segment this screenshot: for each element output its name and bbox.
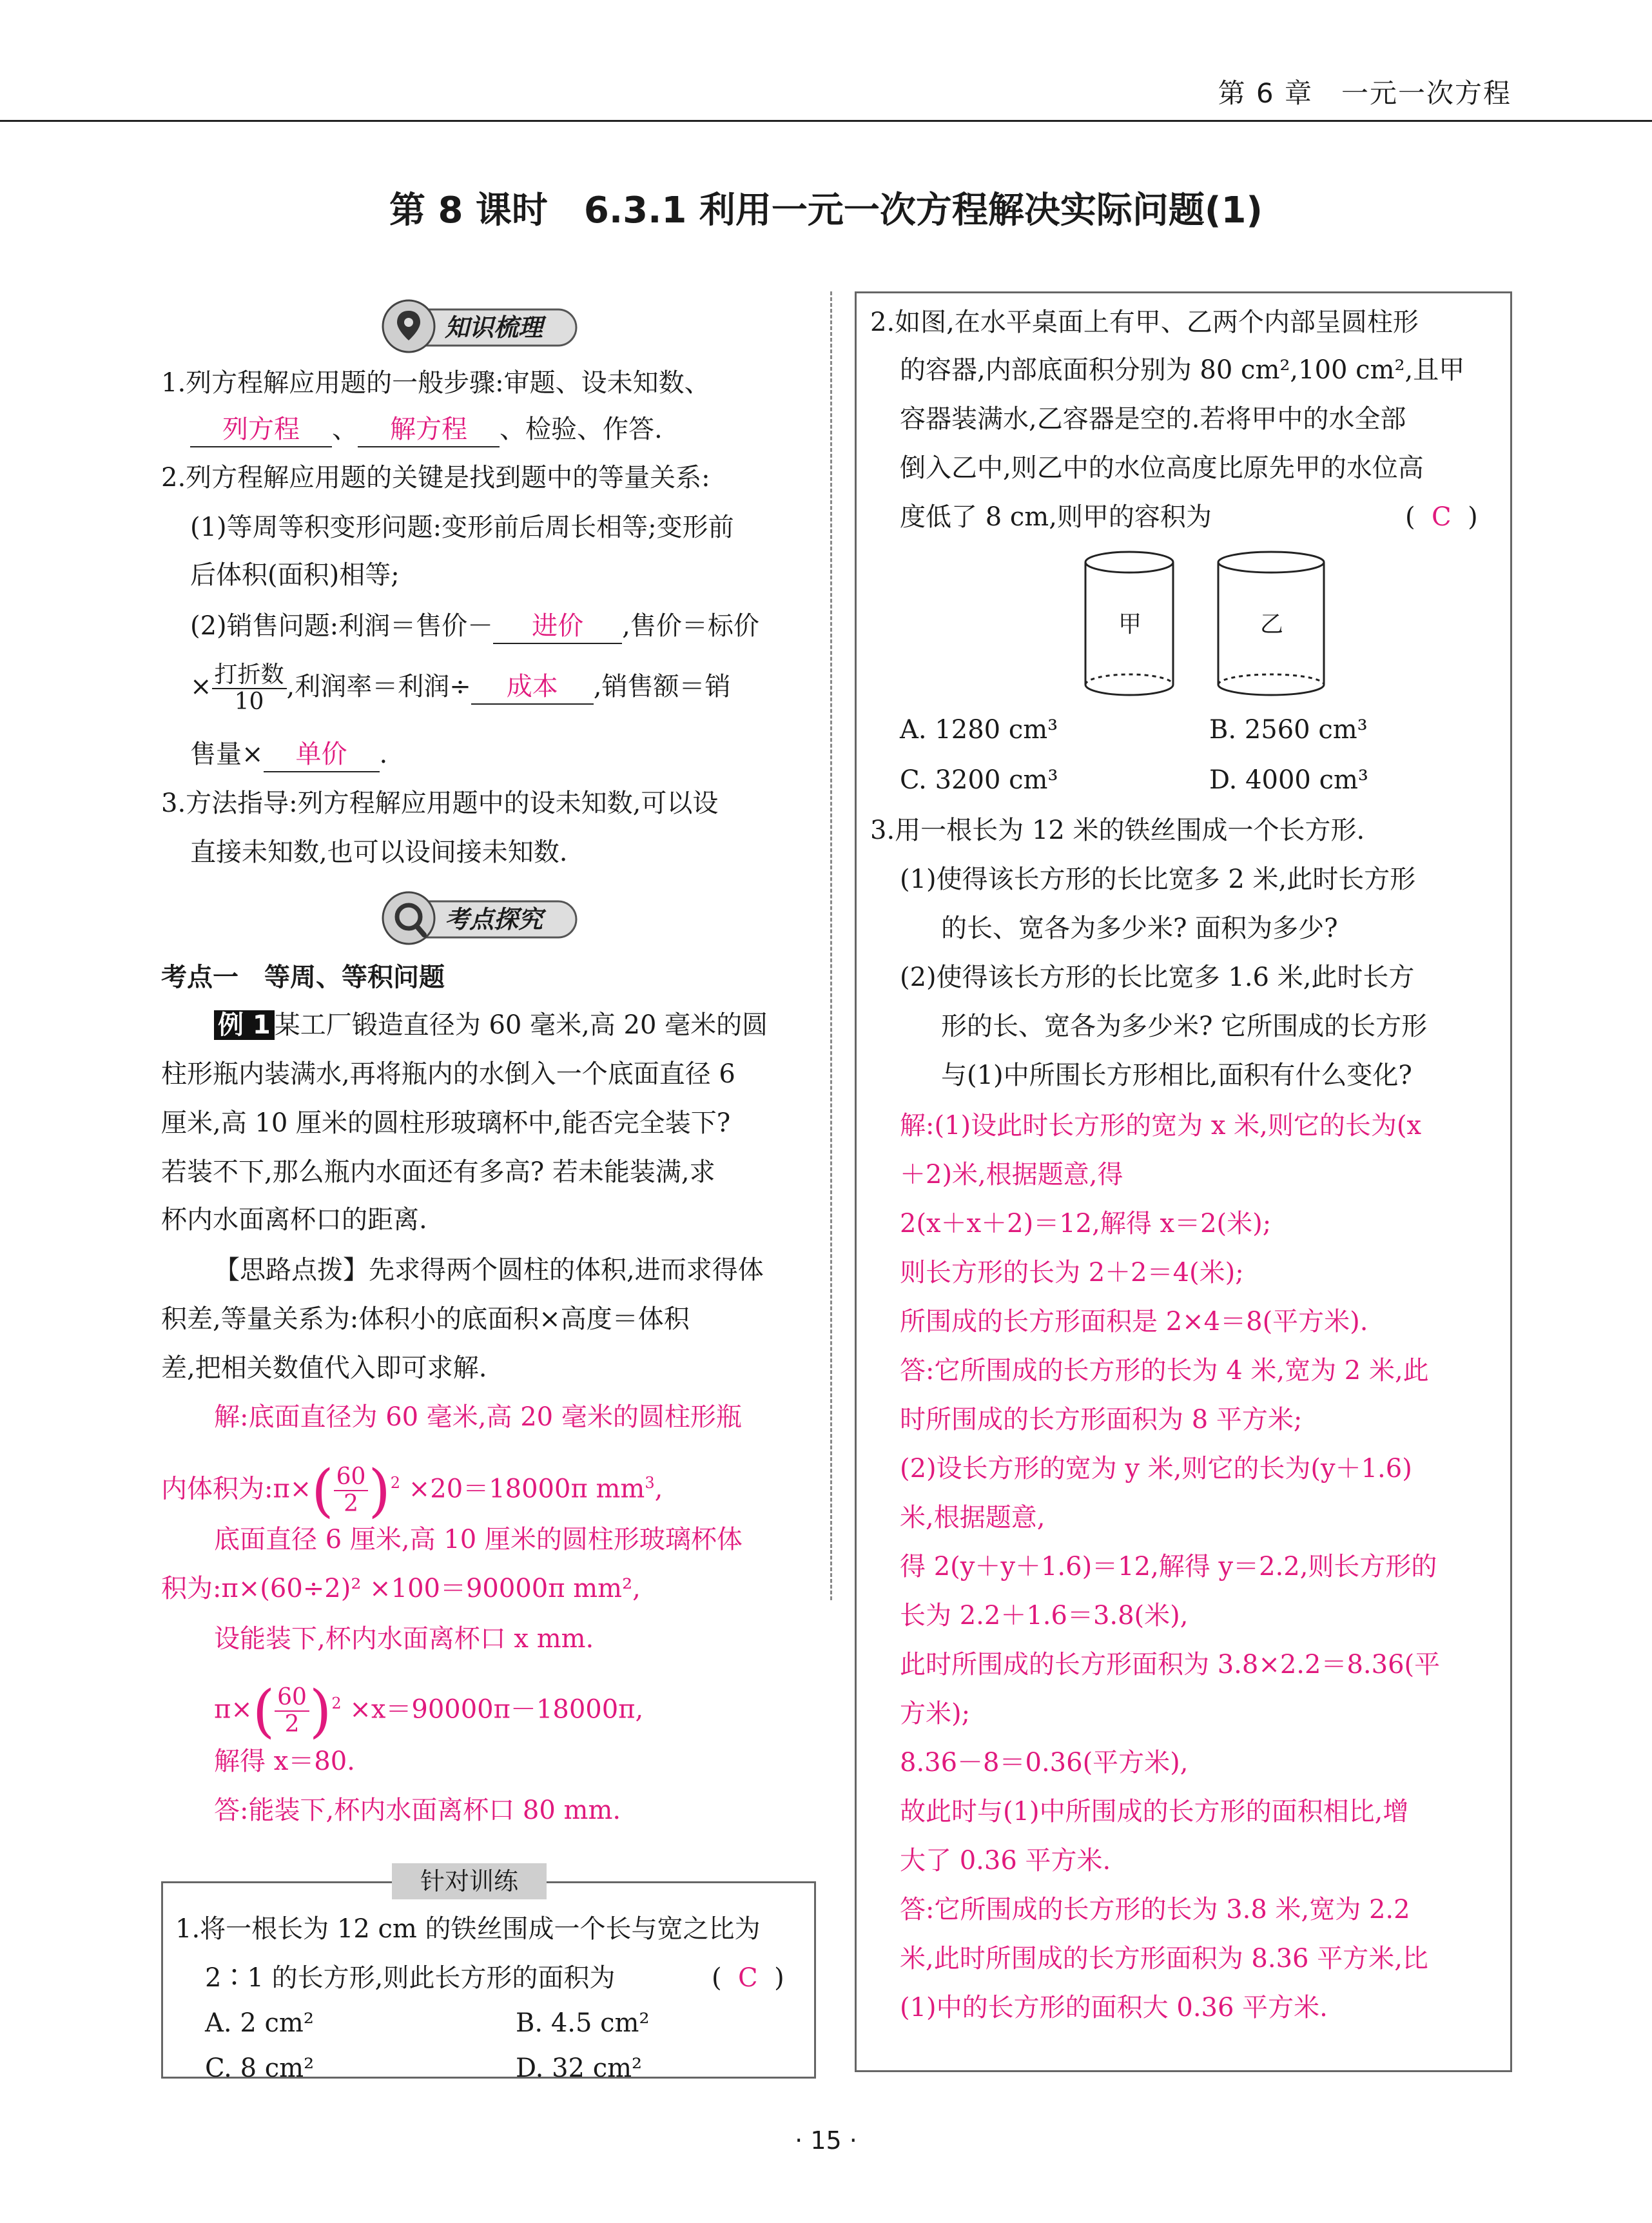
- solution-line-1: 解:底面直径为 60 毫米,高 20 毫米的圆柱形瓶: [214, 1402, 742, 1432]
- k-line-2: 列方程 、 解方程 、检验、作答.: [190, 413, 663, 447]
- page-title: 第 8 课时 6.3.1 利用一元一次方程解决实际问题(1): [389, 190, 1263, 231]
- q2-line-4: 倒入乙中,则乙中的水位高度比原先甲的水位高: [900, 453, 1424, 483]
- cylinders-figure: [1078, 548, 1336, 703]
- blank-2: 解方程: [358, 413, 500, 447]
- section-title-kd1: 考点一 等周、等积问题: [161, 963, 445, 992]
- q3-sol-0: 解:(1)设此时长方形的宽为 x 米,则它的长为(x: [900, 1111, 1422, 1141]
- cup-label-yi: 乙: [1260, 611, 1284, 638]
- blank-1: 列方程: [190, 413, 332, 447]
- cup-label-jia: 甲: [1118, 611, 1142, 638]
- q3-line-1: 3.用一根长为 12 米的铁丝围成一个长方形.: [870, 816, 1365, 845]
- chapter-header: 第 6 章 一元一次方程: [1218, 77, 1511, 109]
- q3-sol-6: 时所围成的长方形面积为 8 平方米;: [900, 1405, 1303, 1435]
- training-opt-d: D. 32 cm²: [516, 2053, 643, 2083]
- k-line-4: (1)等周等积变形问题:变形前后周长相等;变形前: [190, 513, 734, 542]
- training-answer: ( C ): [712, 1963, 784, 1993]
- q3-sol-14: 故此时与(1)中所围成的长方形的面积相比,增: [900, 1797, 1409, 1826]
- q3-sol-2: 2(x＋x＋2)＝12,解得 x＝2(米);: [900, 1209, 1272, 1239]
- q3-sol-9: 得 2(y＋y＋1.6)＝12,解得 y＝2.2,则长方形的: [900, 1552, 1437, 1582]
- solution-line-2: 内体积为:π×( $\frac{60}{2}$ )$^2$ ×20＝18000π $mm^3$,: [161, 1457, 663, 1524]
- q3-sol-11: 此时所围成的长方形面积为 3.8×2.2＝8.36(平: [900, 1650, 1441, 1679]
- knowledge-badge: [380, 297, 580, 356]
- q3-sol-12: 方米);: [900, 1699, 971, 1728]
- knowledge-badge-label: 知识梳理: [445, 313, 543, 342]
- hint-line-3: 差,把相关数值代入即可求解.: [161, 1353, 487, 1383]
- explore-badge-label: 考点探究: [445, 905, 543, 934]
- training-opt-c: C. 8 cm²: [205, 2053, 315, 2083]
- k-line-3: 2.列方程解应用题的关键是找到题中的等量关系:: [161, 463, 710, 493]
- q2-line-3: 容器装满水,乙容器是空的.若将甲中的水全部: [900, 404, 1406, 434]
- header-rule: [0, 120, 1652, 122]
- hint-line-2: 积差,等量关系为:体积小的底面积×高度＝体积: [161, 1304, 690, 1334]
- q3-sol-17: 米,此时所围成的长方形面积为 8.36 平方米,比: [900, 1944, 1428, 1973]
- solution-line-8: 答:能装下,杯内水面离杯口 80 mm.: [214, 1796, 621, 1825]
- q3-sol-13: 8.36－8＝0.36(平方米),: [900, 1748, 1189, 1777]
- q3-line-4: (2)使得该长方形的长比宽多 1.6 米,此时长方: [900, 963, 1415, 992]
- q2-line-1: 2.如图,在水平桌面上有甲、乙两个内部呈圆柱形: [870, 308, 1419, 337]
- example-line-4: 若装不下,那么瓶内水面还有多高? 若未能装满,求: [161, 1157, 715, 1187]
- q3-line-3: 的长、宽各为多少米? 面积为多少?: [941, 914, 1338, 943]
- q3-sol-4: 所围成的长方形面积是 2×4＝8(平方米).: [900, 1307, 1368, 1337]
- solution-line-5: 设能装下,杯内水面离杯口 x mm.: [214, 1624, 594, 1654]
- solution-line-3: 底面直径 6 厘米,高 10 厘米的圆柱形玻璃杯体: [214, 1525, 743, 1554]
- q3-sol-16: 答:它所围成的长方形的长为 3.8 米,宽为 2.2: [900, 1895, 1410, 1924]
- q3-line-5: 形的长、宽各为多少米? 它所围成的长方形: [941, 1012, 1428, 1041]
- q3-sol-1: ＋2)米,根据题意,得: [900, 1160, 1123, 1190]
- k-line-1: 1.列方程解应用题的一般步骤:审题、设未知数、: [161, 368, 710, 398]
- q3-line-6: 与(1)中所围长方形相比,面积有什么变化?: [941, 1061, 1412, 1090]
- training-q-line-2: 2∶1 的长方形,则此长方形的面积为: [205, 1963, 616, 1993]
- training-q-line-1: 1.将一根长为 12 cm 的铁丝围成一个长与宽之比为: [175, 1914, 761, 1944]
- discount-fraction: $\frac{\text{打折数}}{10}$: [212, 662, 287, 715]
- q2-opt-a: A. 1280 cm³: [900, 715, 1058, 745]
- q3-sol-7: (2)设长方形的宽为 y 米,则它的长为(y＋1.6): [900, 1454, 1412, 1484]
- q2-line-5: 度低了 8 cm,则甲的容积为: [900, 502, 1212, 532]
- q3-sol-8: 米,根据题意,: [900, 1503, 1045, 1533]
- hint-line-1: 【思路点拨】先求得两个圆柱的体积,进而求得体: [214, 1255, 764, 1285]
- page-number: · 15 ·: [795, 2126, 857, 2155]
- training-opt-a: A. 2 cm²: [205, 2008, 314, 2038]
- q2-answer: ( C ): [1405, 502, 1478, 532]
- k-line-7: × $\frac{\text{打折数}}{10}$ ,利润率＝利润÷ 成本 ,销售额＝销: [190, 661, 731, 715]
- solution-line-4: 积为:π×(60÷2)² ×100＝90000π mm²,: [161, 1574, 641, 1603]
- blank-5: 单价: [264, 738, 380, 772]
- training-badge: 针对训练: [392, 1863, 547, 1899]
- q2-opt-c: C. 3200 cm³: [900, 765, 1058, 795]
- q3-sol-10: 长为 2.2＋1.6＝3.8(米),: [900, 1601, 1189, 1631]
- column-divider: [830, 291, 832, 1600]
- q3-line-2: (1)使得该长方形的长比宽多 2 米,此时长方形: [900, 865, 1416, 894]
- solution-line-7: 解得 x＝80.: [214, 1747, 355, 1776]
- q2-line-2: 的容器,内部底面积分别为 80 cm²,100 cm²,且甲: [900, 355, 1465, 385]
- k-line-6: (2)销售问题:利润＝售价－ 进价 ,售价＝标价: [190, 609, 759, 644]
- q3-sol-3: 则长方形的长为 2＋2＝4(米);: [900, 1258, 1244, 1288]
- blank-4: 成本: [471, 670, 594, 705]
- training-opt-b: B. 4.5 cm²: [516, 2008, 650, 2038]
- example-line-5: 杯内水面离杯口的距离.: [161, 1205, 427, 1235]
- k-line-5: 后体积(面积)相等;: [190, 560, 400, 590]
- example-tag: 例 1: [214, 1010, 275, 1040]
- k-line-10: 直接未知数,也可以设间接未知数.: [190, 837, 568, 867]
- q2-opt-b: B. 2560 cm³: [1209, 715, 1368, 745]
- example-line-2: 柱形瓶内装满水,再将瓶内的水倒入一个底面直径 6: [161, 1059, 735, 1089]
- q2-opt-d: D. 4000 cm³: [1209, 765, 1368, 795]
- example-line-3: 厘米,高 10 厘米的圆柱形玻璃杯中,能否完全装下?: [161, 1108, 731, 1138]
- q3-sol-5: 答:它所围成的长方形的长为 4 米,宽为 2 米,此: [900, 1356, 1429, 1386]
- q3-sol-18: (1)中的长方形的面积大 0.36 平方米.: [900, 1993, 1328, 2022]
- example-line-1: 例 1 某工厂锻造直径为 60 毫米,高 20 毫米的圆: [214, 1008, 768, 1042]
- solution-line-6: π×( $\frac{60}{2}$ )$^2$ ×x＝90000π－18000π,: [214, 1678, 644, 1745]
- blank-3: 进价: [493, 609, 622, 644]
- explore-badge: [380, 888, 580, 948]
- k-line-8: 售量× 单价 .: [190, 738, 387, 772]
- q3-sol-15: 大了 0.36 平方米.: [900, 1846, 1111, 1875]
- k-line-9: 3.方法指导:列方程解应用题中的设未知数,可以设: [161, 788, 719, 818]
